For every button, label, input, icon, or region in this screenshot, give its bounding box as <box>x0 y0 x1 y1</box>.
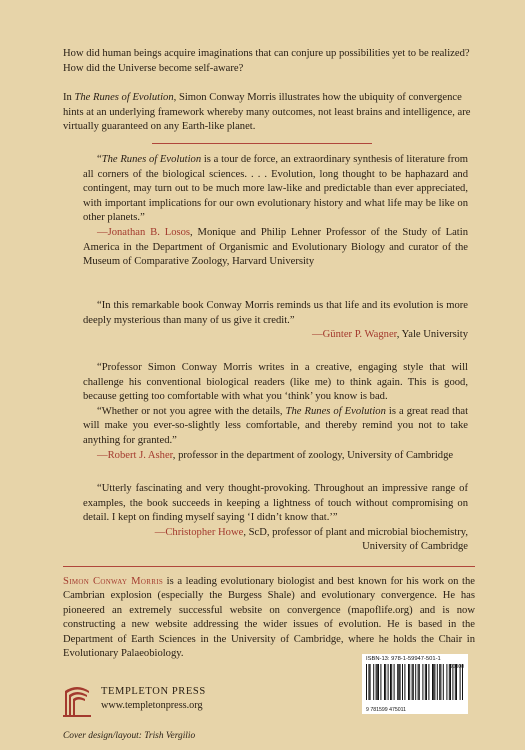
intro-paragraph-2: In The Runes of Evolution, Simon Conway Morris illustrates how the ubiquity of convergence hints at an underlying framework whereby many outcomes, not least brains and intelligence, are virtually guaranteed on any Earth-like planet. <box>63 92 471 133</box>
divider-rule <box>63 566 475 567</box>
isbn-barcode <box>362 654 468 714</box>
blurb-text: “In this remarkable book Conway Morris reminds us that life and its evolution is more deeply mysterious than many of us give it credit.” <box>83 300 468 326</box>
publisher-website: www.templetonpress.org <box>101 700 203 711</box>
blurb-attribution: —Robert J. Asher, professor in the department of zoology, University of Cambridge <box>97 449 454 461</box>
blurb-author-name: —Günter P. Wagner <box>312 329 397 341</box>
intro-paragraph-1: How did human beings acquire imaginations that can conjure up possibilities yet to be realized? How did the Universe become self-aware? <box>63 48 470 74</box>
templeton-press-logo-icon <box>63 685 91 717</box>
blurb-author-name: —Christopher Howe <box>154 526 244 538</box>
blurb-text: “Utterly fascinating and very thought-provoking. Throughout an impressive range of examples, the book succeeds in keeping a lightness of touch without compromising on detail. I kept on finding myself saying ‘I didn’t know that.’” <box>83 483 468 524</box>
blurb-attribution-line-2: University of Cambridge <box>362 541 468 553</box>
blurb-text: “Professor Simon Conway Morris writes in a creative, engaging style that will challenge his conventional biological readers (like me) to think again. This is good, because getting too comfortable with what you ‘think’ you know is bad. <box>83 362 468 403</box>
book-title: The Runes of Evolution <box>74 92 174 103</box>
blurb-text: “Whether or not you agree with the details, The Runes of Evolution is a great read that will make you ever-so-slightly less comfortable, and thereby remind you not to take anything for granted.” <box>83 405 469 446</box>
divider-rule <box>152 143 372 144</box>
cover-design-credit: Cover design/layout: Trish Vergilio <box>63 731 196 741</box>
blurb-attribution: —Günter P. Wagner, Yale University <box>312 329 468 341</box>
blurb-author-name: —Robert J. Asher <box>97 449 173 461</box>
blurb-attribution: —Christopher Howe, ScD, professor of plant and microbial biochemistry, <box>154 526 468 538</box>
blurb-attribution: —Jonathan B. Losos, Monique and Philip Lehner Professor of the Study of Latin America in the Department of Organismic and Evolutionary Biology and curator of the Museum of Comparative Zoology, Harvard University <box>83 226 468 268</box>
barcode-bars-icon <box>366 664 464 706</box>
blurb-howe <box>83 482 468 555</box>
barcode-digits: 9 781599 475011 <box>366 707 407 713</box>
blurb-text: “The Runes of Evolution is a tour de force, an extraordinary synthesis of literature from all corners of the biological sciences. . . . Evolution, long thought to be haphazard and contingent, may turn out to be much more law-like and predictable than ever appreciated, with important implications for our own evolutionary history and what life may be like on other planets.” <box>83 154 468 224</box>
blurb-author-name: —Jonathan B. Losos <box>97 226 191 238</box>
author-bio: Simon Conway Morris is a leading evolutionary biologist and best known for his work on the Cambrian explosion (especially the Burgess Shale) and evolutionary convergence. He has pioneered an extremely successful website on convergence (mapoflife.org) and is now constructing a new website addressing the wider issues of evolution. He is based in the Department of Earth Sciences in the University of Cambridge, where he holds the Chair in Evolutionary Palaeobiology. <box>63 576 475 660</box>
publisher-name: TEMPLETON PRESS <box>101 686 206 697</box>
blurb-asher <box>83 361 468 463</box>
blurb-losos <box>83 153 468 270</box>
isbn-number: ISBN-13: 978-1-59947-501-1 <box>366 656 441 662</box>
blurb-wagner <box>83 299 468 343</box>
author-name: Simon Conway Morris <box>63 576 164 587</box>
